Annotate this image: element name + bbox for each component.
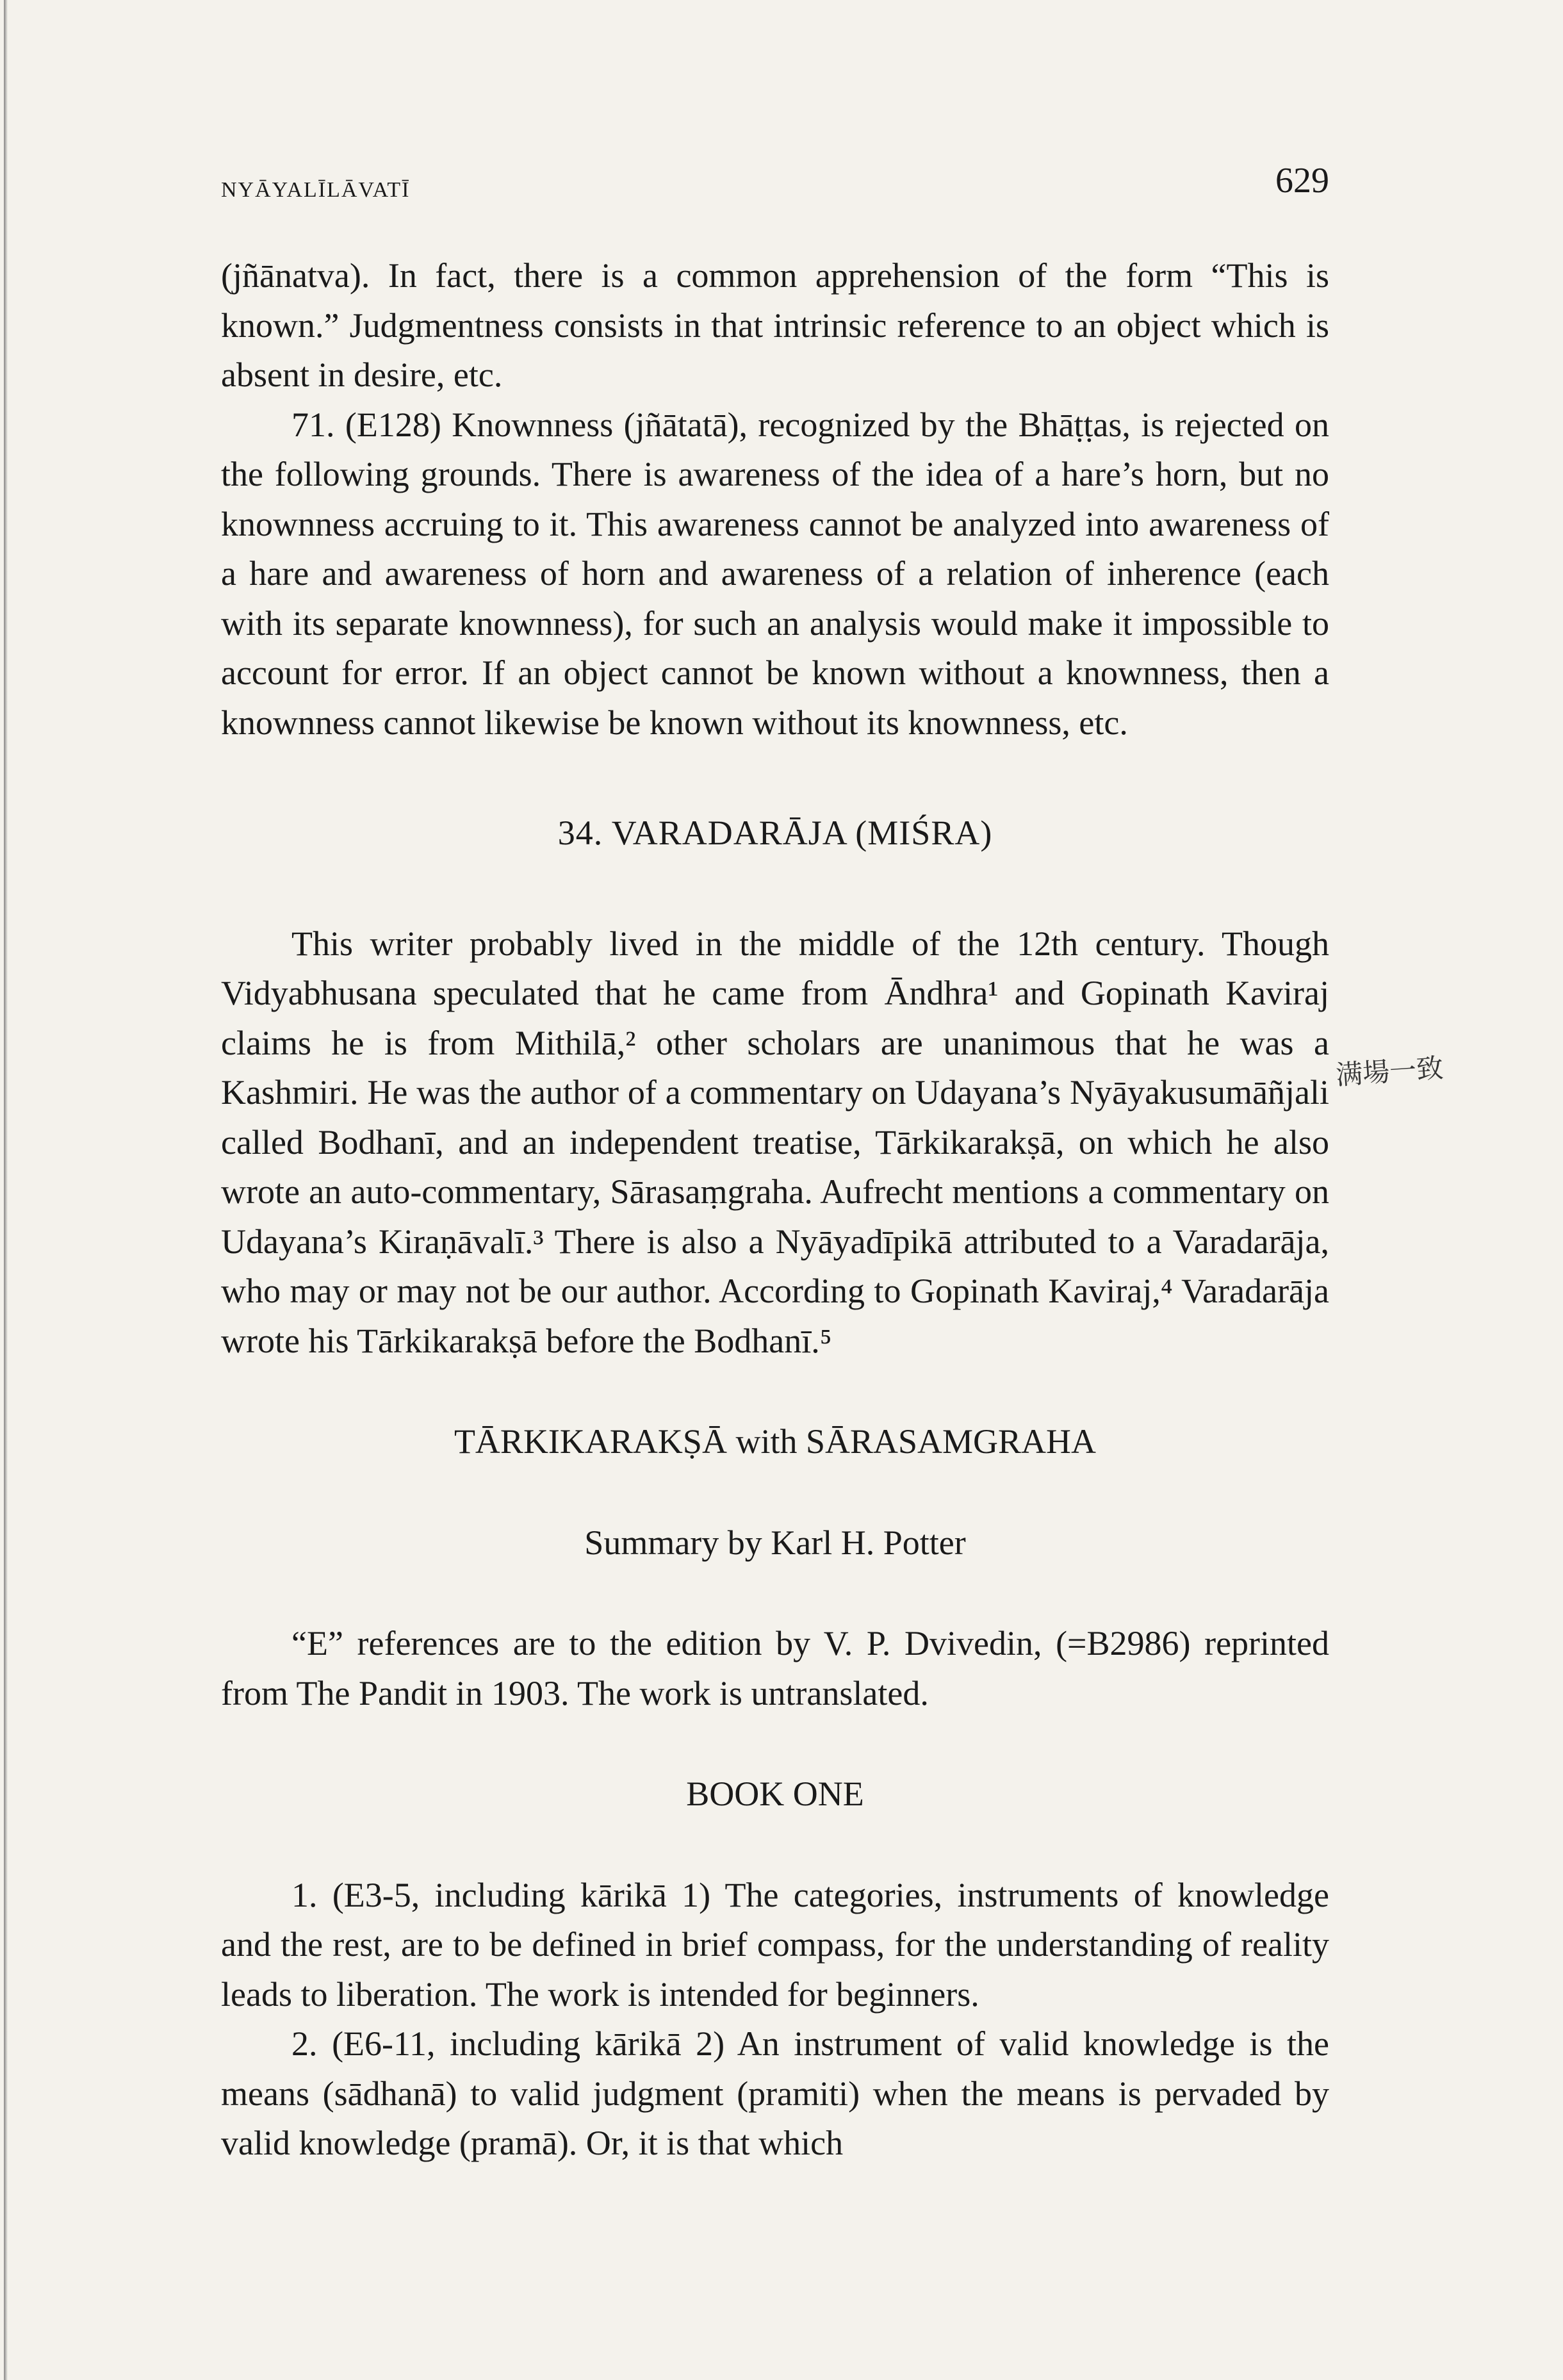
work-title: TĀRKIKARAKṢĀ with SĀRASAMGRAHA [454, 1422, 1097, 1461]
section-heading: 34. VARADARĀJA (MIŚRA) [557, 814, 993, 852]
continuation-paragraph: (jñānatva). In fact, there is a common apprehension of the form “This is known.” Judgmentness consists in that intrinsic reference to an object which is absent in desire, etc. [221, 256, 1329, 394]
scan-edge-shadow [4, 0, 8, 2380]
running-head [221, 160, 1329, 211]
summary-byline: Summary by Karl H. Potter [584, 1523, 966, 1562]
paragraph-71: 71. (E128) Knownness (jñātatā), recognized by the Bhāṭṭas, is rejected on the following grounds. There is awareness of the idea of a hare’s horn, but no knownness accruing to it. This awareness cannot be analyzed into awareness of a hare and awareness of horn and awareness of a relation of inherence (each with its separate knownness), for such an analysis would make it impossible to account for error. If an object cannot be known without a knownness, then a knownness cannot likewise be known without its knownness, etc. [221, 405, 1329, 742]
section-intro-paragraph: This writer probably lived in the middle of the 12th century. Though Vidyabhusana speculated that he came from Āndhra¹ and Gopinath Kaviraj claims he is from Mithilā,² other scholars are unanimous that he was a Kashmiri. He was the author of a commentary on Udayana’s Nyāyakusumāñjali called Bodhanī, and an independent treatise, Tārkikarakṣā, on which he also wrote an auto-commentary, Sārasaṃgraha. Aufrecht mentions a commentary on Udayana’s Kiraṇāvalī.³ There is also a Nyāyadīpikā attributed to a Varadarāja, who may or may not be our author. According to Gopinath Kaviraj,⁴ Varadarāja wrote his Tārkikarakṣā before the Bodhanī.⁵ [221, 924, 1329, 1360]
references-note: “E” references are to the edition by V. P. Dvivedin, (=B2986) reprinted from The Pandit in 1903. The work is untranslated. [221, 1624, 1329, 1712]
numbered-item: 2. (E6-11, including kārikā 2) An instrument of valid knowledge is the means (sādhanā) to valid judgment (pramiti) when the means is pervaded by valid knowledge (pramā). Or, it is that which [221, 2024, 1329, 2162]
handwritten-margin-note: 满場一致 [1334, 1052, 1444, 1091]
numbered-item: 1. (E3-5, including kārikā 1) The categories, instruments of knowledge and the rest, are to be defined in brief compass, for the understanding of reality leads to liberation. The work is intended for beginners. [221, 1875, 1329, 2014]
running-head-title: NYĀYALĪLĀVATĪ [221, 178, 411, 202]
page-number: 629 [1275, 161, 1329, 201]
book-heading: BOOK ONE [686, 1775, 864, 1813]
body-text [221, 251, 1329, 2169]
